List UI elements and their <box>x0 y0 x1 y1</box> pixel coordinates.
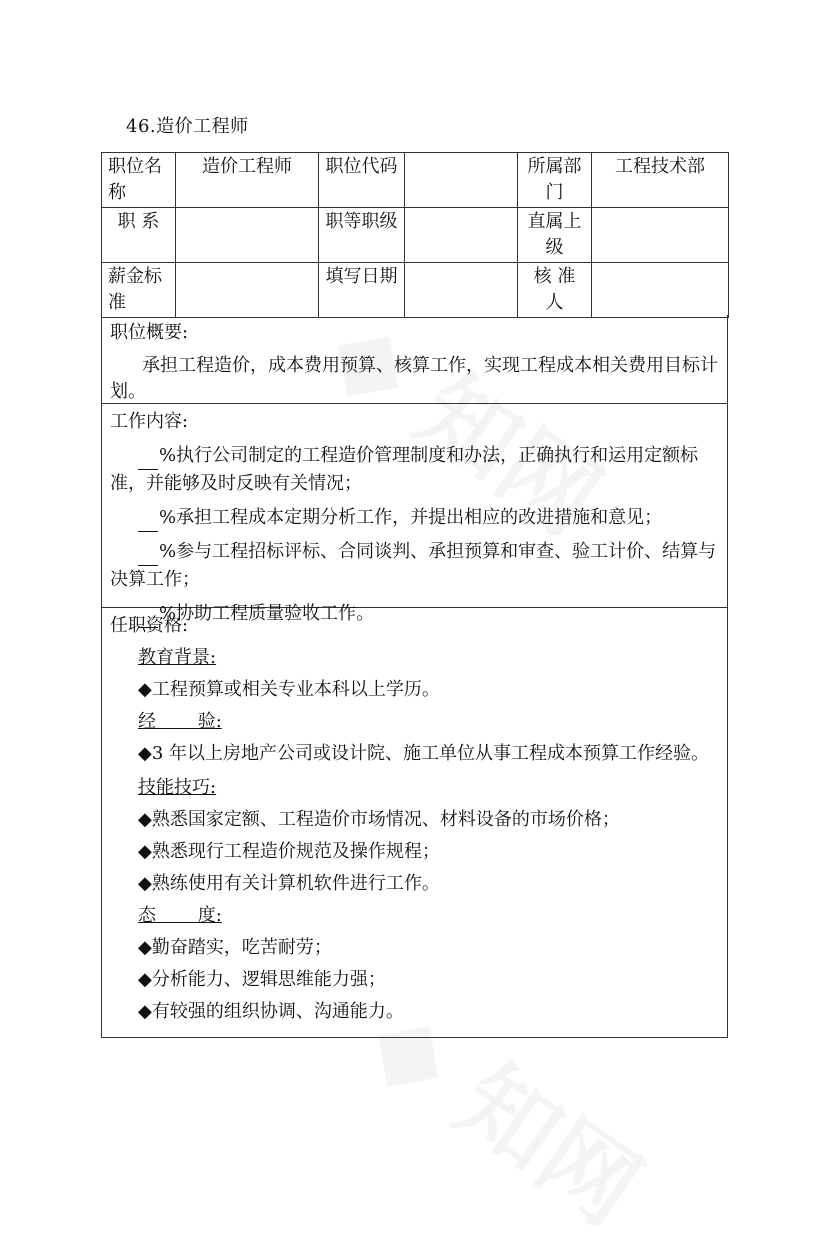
label-job-family: 职 系 <box>102 208 176 263</box>
value-grade <box>405 208 518 263</box>
value-department: 工程技术部 <box>592 153 729 208</box>
list-item: %承担工程成本定期分析工作，并提出相应的改进措施和意见； <box>102 504 727 532</box>
value-position-code <box>405 153 518 208</box>
list-item: ◆工程预算或相关专业本科以上学历。 <box>138 679 440 700</box>
label-supervisor: 直属上级 <box>518 208 592 263</box>
list-item: ◆分析能力、逻辑思维能力强； <box>138 969 386 990</box>
label-approver: 核 准 人 <box>518 263 592 318</box>
blank-line <box>138 513 158 532</box>
label-fill-date: 填写日期 <box>319 263 405 318</box>
list-item: ◆熟练使用有关计算机软件进行工作。 <box>138 873 440 894</box>
education-label: 教育背景: <box>138 647 217 668</box>
table-row <box>102 263 729 318</box>
list-item: ◆熟悉现行工程造价规范及操作规程； <box>138 841 440 862</box>
qualification-section <box>101 608 728 1038</box>
blank-line <box>138 547 158 566</box>
value-position-name: 造价工程师 <box>176 153 319 208</box>
value-fill-date <box>405 263 518 318</box>
work-section <box>101 404 728 624</box>
list-item: ◆熟悉国家定额、工程造价市场情况、材料设备的市场价格； <box>138 809 620 830</box>
skills-label: 技能技巧: <box>138 777 217 798</box>
blank-line <box>138 451 158 470</box>
document-title: 46.造价工程师 <box>126 116 249 137</box>
work-heading: 工作内容: <box>110 411 189 432</box>
experience-label: 经 验: <box>138 711 222 732</box>
label-grade: 职等职级 <box>319 208 405 263</box>
overview-text: 承担工程造价，成本费用预算、核算工作，实现工程成本相关费用目标计划。 <box>110 355 718 402</box>
value-salary <box>176 263 319 318</box>
value-job-family <box>176 208 319 263</box>
list-item: ◆3 年以上房地产公司或设计院、施工单位从事工程成本预算工作经验。 <box>138 743 710 764</box>
value-approver <box>592 263 729 318</box>
label-salary: 薪金标准 <box>102 263 176 318</box>
table-row <box>102 208 729 263</box>
list-item: %参与工程招标评标、合同谈判、承担预算和审查、验工计价、结算与决算工作； <box>110 541 717 590</box>
attitude-label: 态 度: <box>138 905 222 926</box>
list-item: ◆勤奋踏实，吃苦耐劳； <box>138 937 332 958</box>
position-info-table <box>101 152 729 318</box>
label-position-name: 职位名称 <box>102 153 176 208</box>
label-department: 所属部门 <box>518 153 592 208</box>
qualification-heading: 任职资格: <box>110 615 189 636</box>
list-item: ◆有较强的组织协调、沟通能力。 <box>138 1001 404 1022</box>
label-position-code: 职位代码 <box>319 153 405 208</box>
list-item: %执行公司制定的工程造价管理制度和办法，正确执行和运用定额标准，并能够及时反映有关情况； <box>110 445 699 494</box>
overview-heading: 职位概要: <box>110 322 189 343</box>
list-item: %协助工程质量验收工作。 <box>102 600 727 628</box>
value-supervisor <box>592 208 729 263</box>
table-row <box>102 153 729 208</box>
overview-section <box>101 315 728 404</box>
